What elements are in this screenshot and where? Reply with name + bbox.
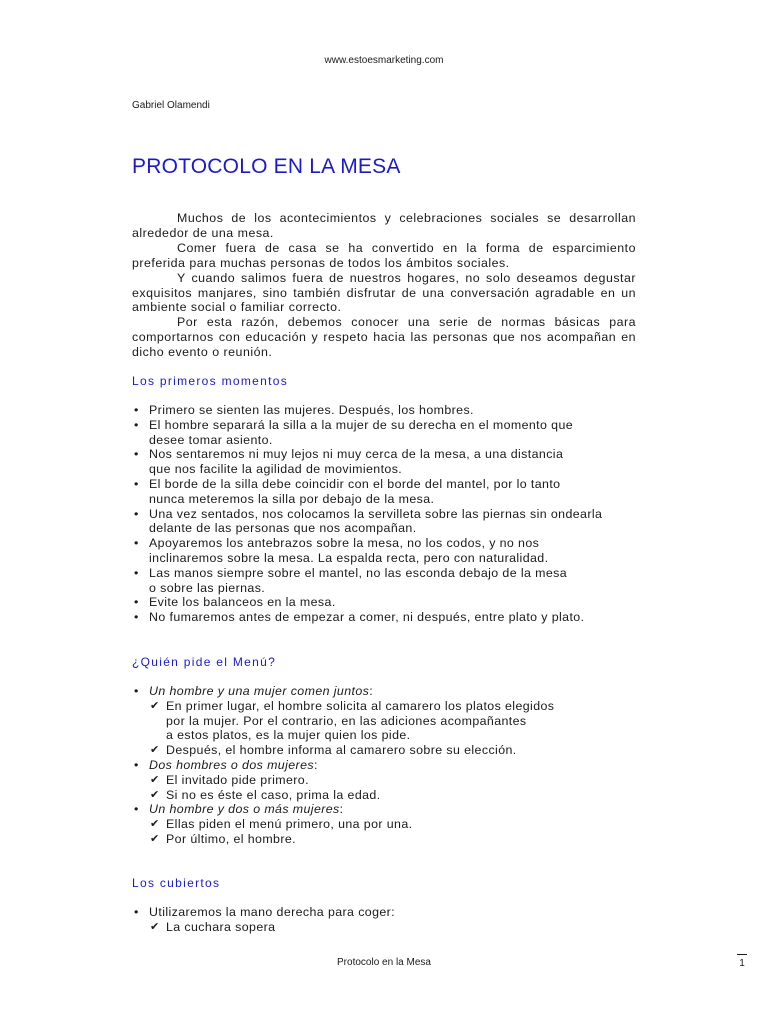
checkmark-icon: ✔ xyxy=(150,832,160,845)
list-subitem: ✔ Por último, el hombre. xyxy=(150,831,297,846)
checkmark-icon: ✔ xyxy=(150,773,160,786)
bullet-icon: • xyxy=(134,536,139,551)
list-item: • Las manos siempre sobre el mantel, no las esconda debajo de la mesa o sobre las piernas. xyxy=(134,565,568,595)
list-item: • Un hombre y dos o más mujeres: xyxy=(134,802,344,817)
list-item: • Una vez sentados, nos colocamos la servilleta sobre las piernas sin ondearla delante de las personas que nos acompañan. xyxy=(134,506,603,536)
sublist xyxy=(132,817,672,847)
sublist-container xyxy=(132,773,672,803)
page-title: PROTOCOLO EN LA MESA xyxy=(132,155,401,178)
list-item: • No fumaremos antes de empezar a comer, ni después, entre plato y plato. xyxy=(134,610,585,625)
bullet-icon: • xyxy=(134,565,139,580)
list-item: • Utilizaremos la mano derecha para coger: xyxy=(134,905,396,919)
bullet-icon: • xyxy=(134,417,139,432)
bullet-icon: • xyxy=(134,684,139,698)
bullet-icon: • xyxy=(134,595,139,610)
list-primeros xyxy=(132,403,672,625)
list-item: • Primero se sienten las mujeres. Después, los hombres. xyxy=(134,403,474,417)
intro-text xyxy=(132,211,636,360)
bullet-icon: • xyxy=(134,447,139,462)
intro-paragraph: Y cuando salimos fuera de nuestros hogares, no solo deseamos degustar exquisitos manjares, sino también disfrutar de una conversación agradable en un ambiente social o familiar correcto. xyxy=(132,270,636,315)
list-subitem: ✔ En primer lugar, el hombre solicita al camarero los platos elegidos por la mujer. Por el contrario, en las adiciones acompañantes a estos platos, es la mujer quien los pide. xyxy=(150,698,555,743)
list-subitem: ✔ La cuchara sopera xyxy=(150,919,276,934)
bullet-icon: • xyxy=(134,905,139,919)
section-heading-cubiertos: Los cubiertos xyxy=(132,876,221,890)
footer-title: Protocolo en la Mesa xyxy=(337,957,431,968)
checkmark-icon: ✔ xyxy=(150,788,160,801)
list-item: • Evite los balanceos en la mesa. xyxy=(134,595,336,610)
page-number xyxy=(737,954,747,969)
checkmark-icon: ✔ xyxy=(150,699,160,712)
list-item: • Un hombre y una mujer comen juntos: xyxy=(134,684,374,698)
sublist xyxy=(132,699,672,758)
page-number-rule xyxy=(737,954,747,955)
sublist-container xyxy=(132,699,672,758)
checkmark-icon: ✔ xyxy=(150,818,160,831)
checkmark-icon: ✔ xyxy=(150,744,160,757)
bullet-icon: • xyxy=(134,506,139,521)
list-item: • Dos hombres o dos mujeres: xyxy=(134,757,318,772)
list-subitem: ✔ Después, el hombre informa al camarero sobre su elección. xyxy=(150,743,517,758)
bullet-icon: • xyxy=(134,802,139,817)
section-heading-menu: ¿Quién pide el Menú? xyxy=(132,655,277,669)
sublist-container xyxy=(132,817,672,847)
list-item: • Nos sentaremos ni muy lejos ni muy cerca de la mesa, a una distancia que nos facilite la agilidad de movimientos. xyxy=(134,447,564,477)
bullet-icon: • xyxy=(134,757,139,772)
list-cubiertos xyxy=(132,905,672,935)
page-number-value: 1 xyxy=(739,958,745,969)
bullet-icon: • xyxy=(134,403,139,417)
checkmark-icon: ✔ xyxy=(150,920,160,933)
list-menu xyxy=(132,684,672,847)
list-subitem: ✔ El invitado pide primero. xyxy=(150,772,309,787)
site-url: www.estoesmarketing.com xyxy=(324,55,444,66)
author-name: Gabriel Olamendi xyxy=(132,100,210,111)
list-subitem: ✔ Ellas piden el menú primero, una por una. xyxy=(150,817,413,832)
list-item: • El borde de la silla debe coincidir con el borde del mantel, por lo tanto nunca meteremos la silla por debajo de la mesa. xyxy=(134,476,561,506)
sublist-container xyxy=(132,920,672,935)
sublist xyxy=(132,773,672,803)
sublist xyxy=(132,920,672,935)
section-heading-primeros: Los primeros momentos xyxy=(132,374,289,388)
list-subitem: ✔ Si no es éste el caso, prima la edad. xyxy=(150,787,381,802)
list-item: • Apoyaremos los antebrazos sobre la mesa, no los codos, y no nos inclinaremos sobre la mesa. La espalda recta, pero con naturalidad. xyxy=(134,536,549,565)
intro-paragraph: Por esta razón, debemos conocer una serie de normas básicas para comportarnos con educación y respeto hacia las personas que nos acompañan en dicho evento o reunión. xyxy=(132,315,636,360)
list-item: • El hombre separará la silla a la mujer de su derecha en el momento que desee tomar asiento. xyxy=(134,417,574,447)
bullet-icon: • xyxy=(134,610,139,625)
intro-paragraph: Muchos de los acontecimientos y celebraciones sociales se desarrollan alrededor de una mesa. xyxy=(132,211,636,240)
bullet-icon: • xyxy=(134,476,139,491)
intro-paragraph: Comer fuera de casa se ha convertido en la forma de esparcimiento preferida para muchas personas de todos los ámbitos sociales. xyxy=(132,240,636,270)
